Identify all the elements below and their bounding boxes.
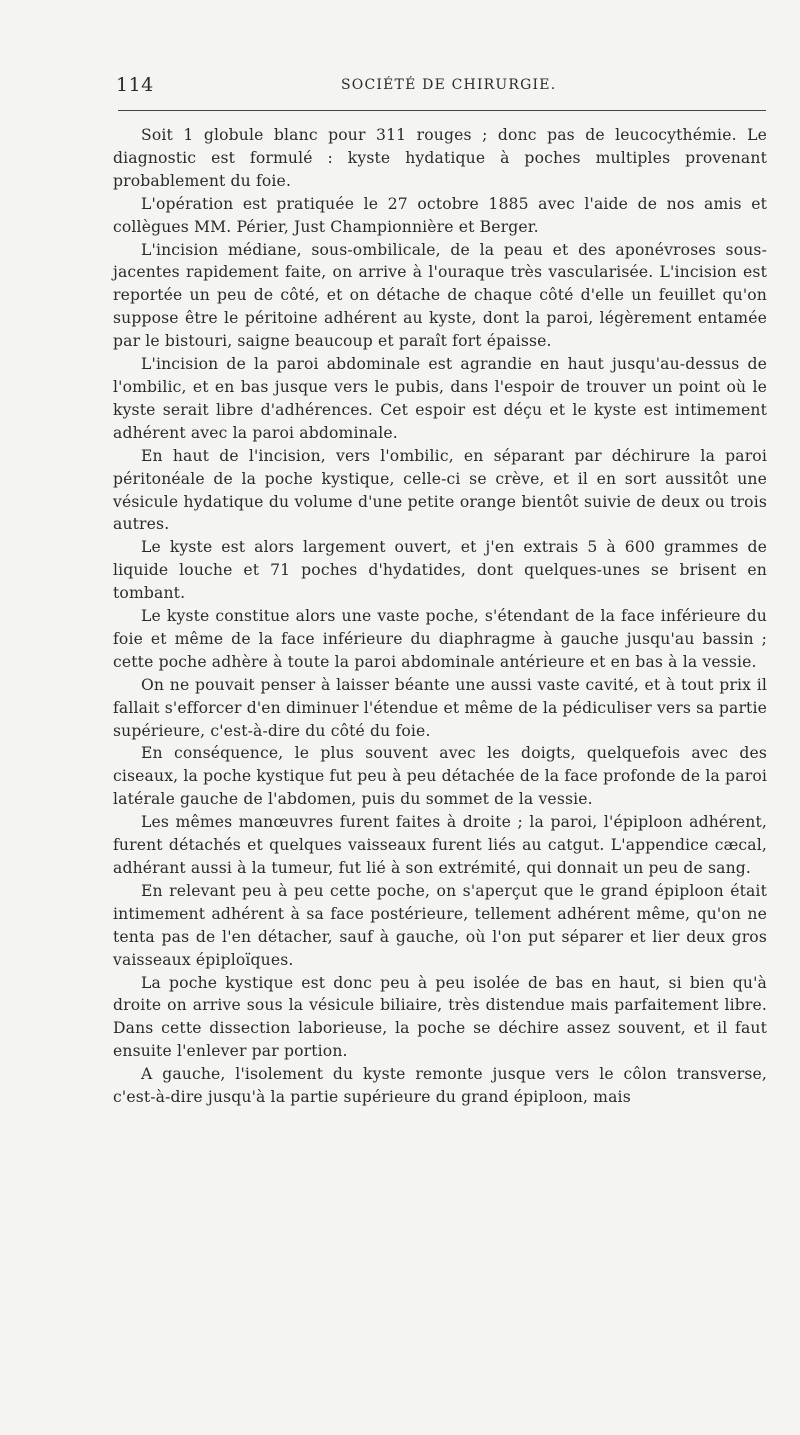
paragraph: En conséquence, le plus souvent avec les doigts, quelquefois avec des ciseaux, la poche kystique fut peu à peu détachée de la face profonde de la paroi latérale gauche de l'abdomen, puis du sommet de la vessie.: [113, 744, 767, 809]
paragraph: Le kyste constitue alors une vaste poche, s'étendant de la face inférieure du foie et même de la face inférieure du diaphragme à gauche jusqu'au bassin ; cette poche adhère à toute la paroi abdominale antérieure et en bas à la vessie.: [113, 607, 767, 671]
paragraph: Le kyste est alors largement ouvert, et j'en extrais 5 à 600 grammes de liquide louche et 71 poches d'hydatides, dont quelques-unes se brisent en tombant.: [113, 538, 767, 603]
paragraph: La poche kystique est donc peu à peu isolée de bas en haut, si bien qu'à droite on arrive sous la vésicule biliaire, très distendue mais parfaitement libre. Dans cette dissection laborieuse, la poche se déchire assez souvent, et il faut ensuite l'enlever par portion.: [113, 973, 767, 1061]
paragraph: L'incision médiane, sous-ombilicale, de la peau et des aponévroses sous-jacentes rapidement faite, on arrive à l'ouraque très vascularisée. L'incision est reportée un peu de côté, et on détache de chaque côté d'elle un feuillet qu'on suppose être le péritoine adhérent au kyste, dont la paroi, légèrement entamée par le bistouri, saigne beaucoup et paraît fort épaisse.: [113, 240, 767, 351]
paragraph: L'incision de la paroi abdominale est agrandie en haut jusqu'au-dessus de l'ombilic, et en bas jusque vers le pubis, dans l'espoir de trouver un point où le kyste serait libre d'adhérences. Cet espoir est déçu et le kyste est intimement adhérent avec la paroi abdominale.: [113, 355, 767, 442]
page-header: [116, 74, 766, 98]
paragraph: Soit 1 globule blanc pour 311 rouges ; donc pas de leucocythémie. Le diagnostic est formulé : kyste hydatique à poches multiples provenant probablement du foie.: [113, 126, 767, 190]
paragraph: A gauche, l'isolement du kyste remonte jusque vers le côlon transverse, c'est-à-dire jusqu'à la partie supérieure du grand épiploon, mais: [113, 1065, 767, 1107]
header-rule: [118, 110, 766, 111]
body-text: [113, 124, 767, 1109]
paragraph: Les mêmes manœuvres furent faites à droite ; la paroi, l'épiploon adhérent, furent détachés et quelques vaisseaux furent liés au catgut. L'appendice cæcal, adhérant aussi à la tumeur, fut lié à son extrémité, qui donnait un peu de sang.: [113, 813, 767, 877]
paragraph: En haut de l'incision, vers l'ombilic, en séparant par déchirure la paroi péritonéale de la poche kystique, celle-ci se crève, et il en sort aussitôt une vésicule hydatique du volume d'une petite orange bientôt suivie de deux ou trois autres.: [113, 446, 767, 534]
page-number: 114: [116, 74, 154, 96]
paragraph: En relevant peu à peu cette poche, on s'aperçut que le grand épiploon était intimement adhérent à sa face postérieure, tellement adhérent même, qu'on ne tenta pas de l'en détacher, sauf à gauche, où l'on put séparer et lier deux gros vaisseaux épiploïques.: [113, 881, 767, 969]
running-head: SOCIÉTÉ DE CHIRURGIE.: [341, 77, 557, 93]
paragraph: L'opération est pratiquée le 27 octobre 1885 avec l'aide de nos amis et collègues MM. Périer, Just Championnière et Berger.: [113, 194, 767, 236]
paragraph: On ne pouvait penser à laisser béante une aussi vaste cavité, et à tout prix il fallait s'efforcer d'en diminuer l'étendue et même de la pédiculiser vers sa partie supérieure, c'est-à-dire du côté du foie.: [113, 675, 767, 740]
